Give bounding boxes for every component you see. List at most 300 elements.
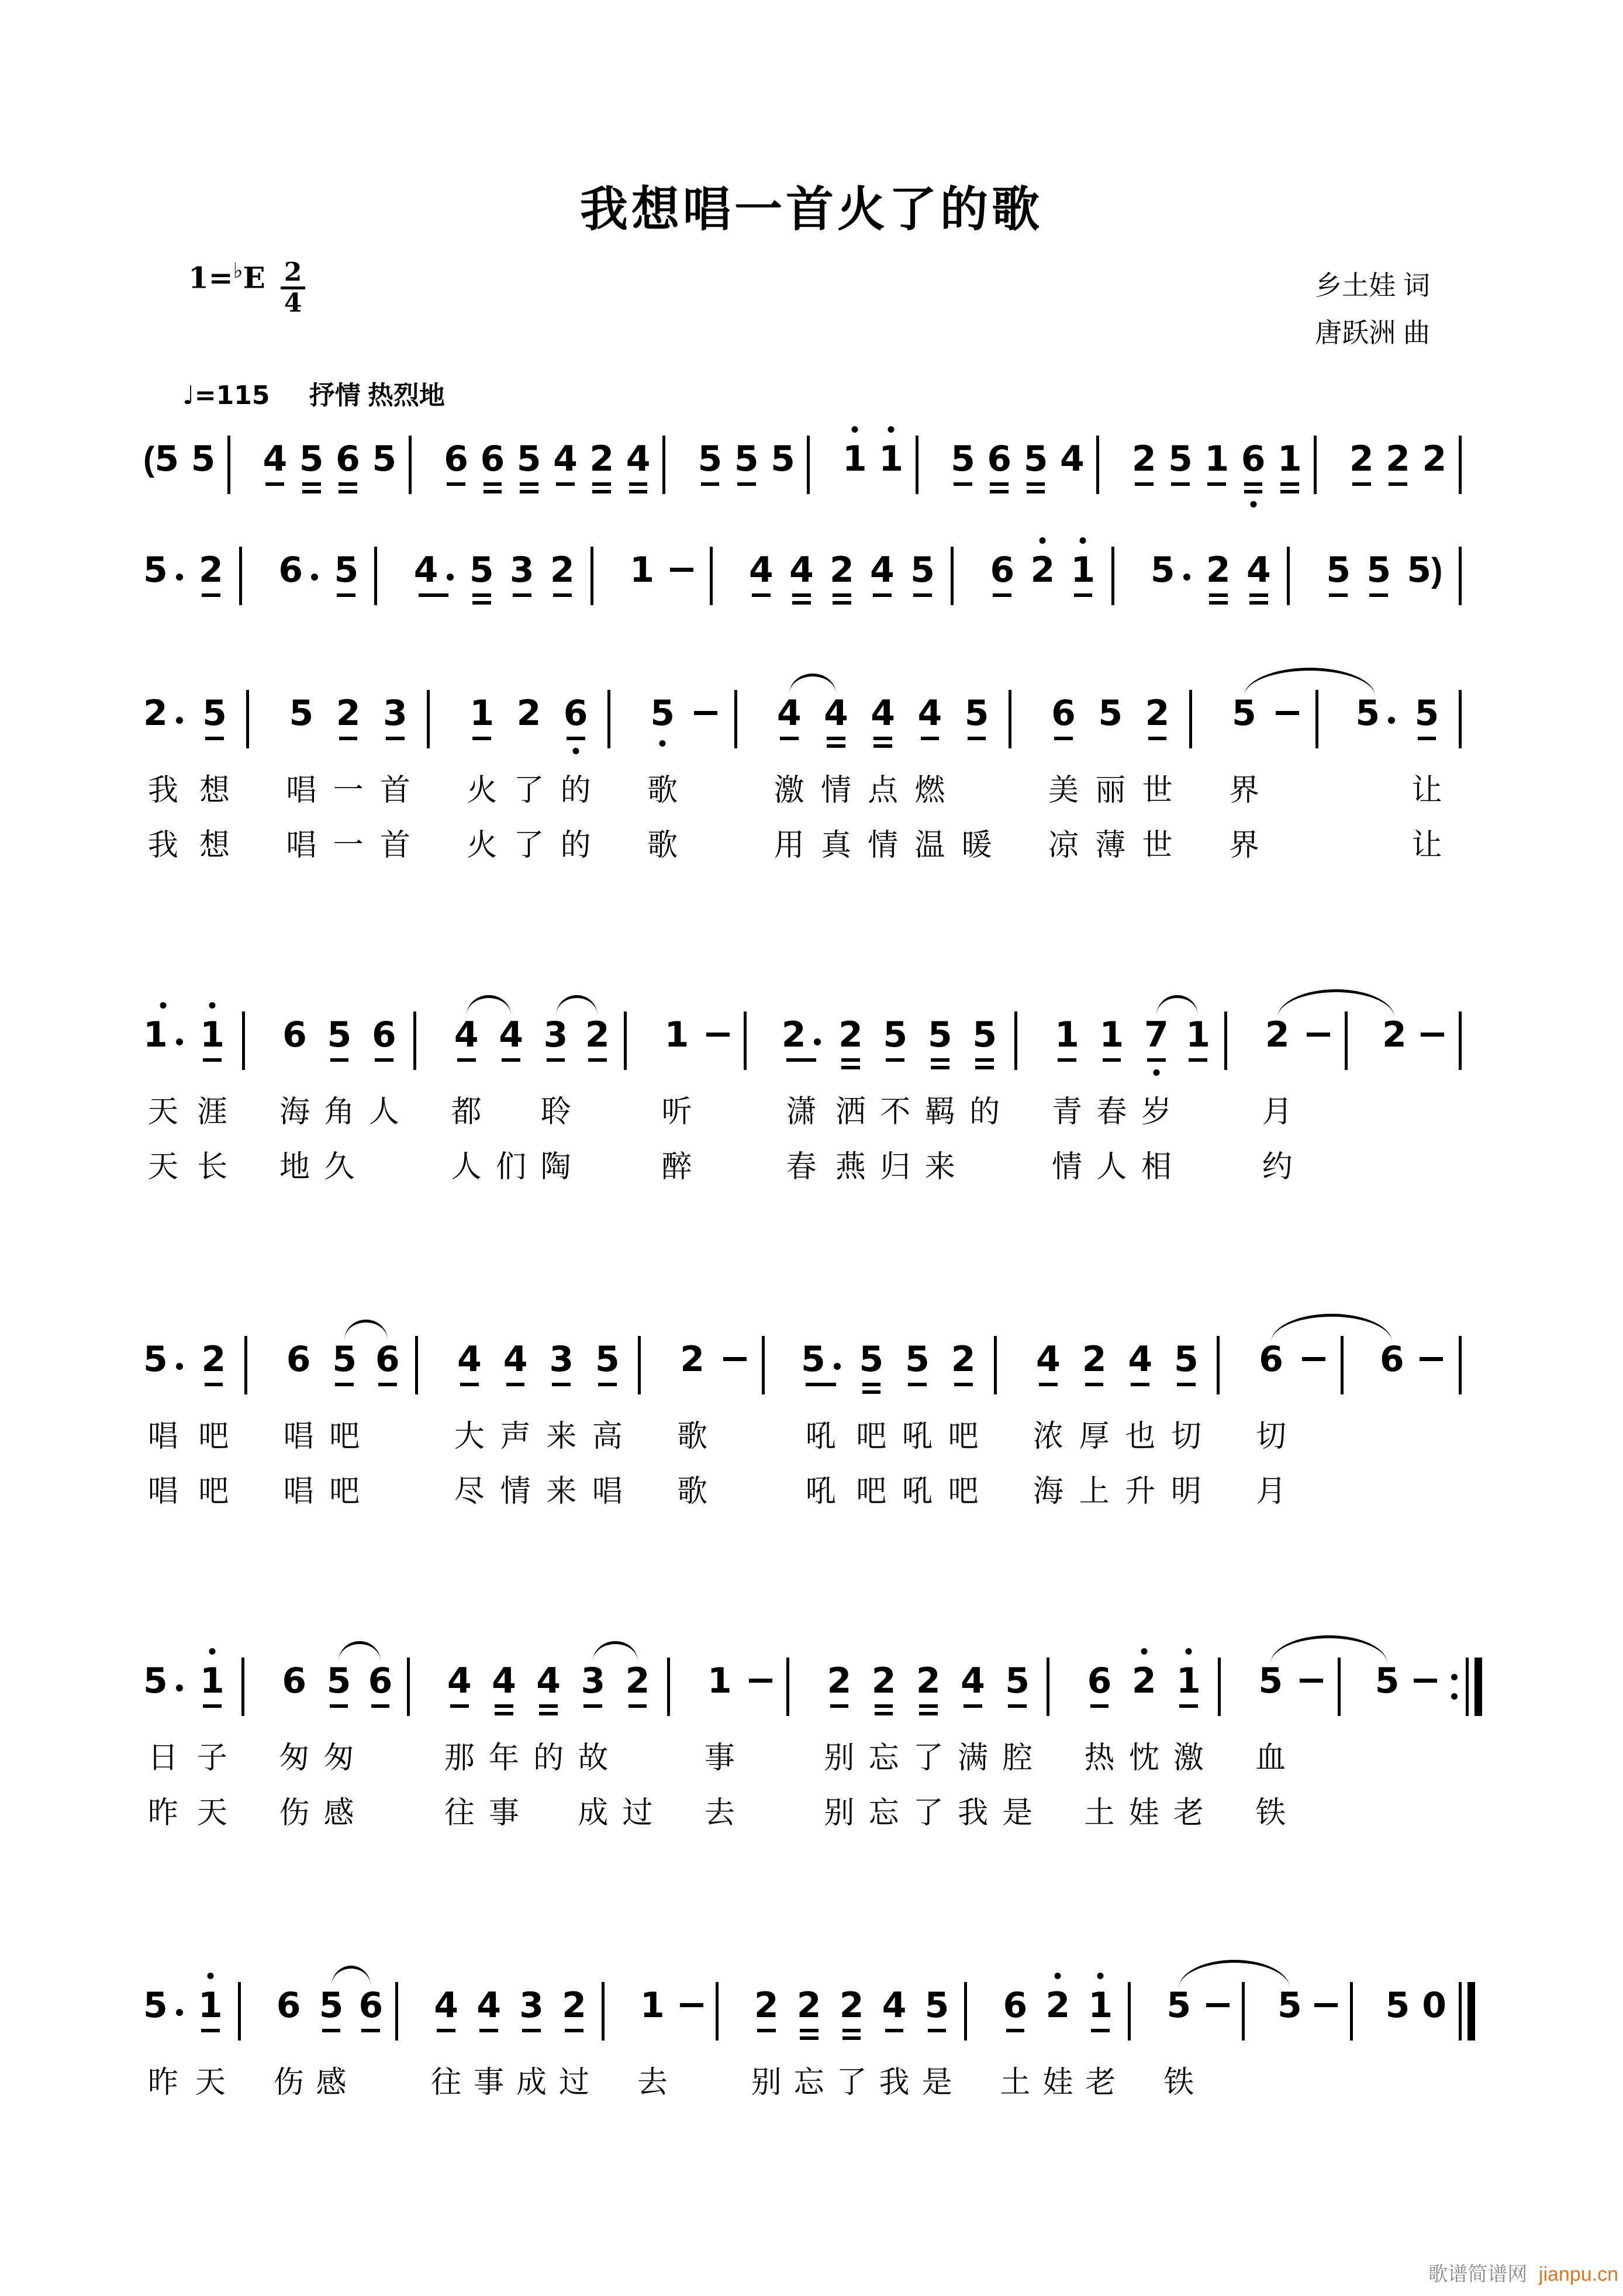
beam-underline [201,2029,220,2032]
lyric-syllable: 土 [1084,1796,1115,1830]
beam-underline [552,1383,571,1386]
note-token [431,1964,461,2110]
note-token [677,1318,707,1519]
note-glyph [1098,672,1123,763]
note-digit: 2 [1045,1985,1071,2026]
note-digit: 5 [143,1660,168,1701]
duration-dash [694,711,717,715]
note-glyph [143,1318,183,1409]
lyric-syllable: 听 [661,1095,692,1129]
lyric-syllable: 春 [1096,1095,1127,1129]
bar-glyph [244,1318,268,1409]
lyric-syllable: 感 [323,1796,354,1830]
lyric-syllable: 陶 [540,1150,571,1184]
note-glyph [1087,1640,1112,1731]
note-digit: 5 [1375,1660,1400,1701]
bar-glyph [1218,1640,1241,1731]
bar-token [591,529,614,620]
bar-token [607,672,631,873]
lyric-syllable: 事 [704,1741,735,1775]
lyric-syllable: 的 [560,828,591,862]
barline [239,547,242,605]
note-glyph [626,418,651,509]
final-glyph [1459,1964,1482,2055]
beam-underline [302,482,321,486]
duration-dash [1421,1033,1444,1037]
note-digit: 2 [1382,1014,1407,1055]
note-glyph [191,418,216,509]
note-digit: 1 [1099,1014,1124,1055]
beam-underline [875,1712,893,1715]
bar-glyph [1459,994,1482,1085]
dash-glyph [706,994,730,1085]
lyric-syllable: 点 [868,774,899,807]
note-token [1380,1318,1404,1519]
note-digit: 5 [734,439,759,479]
lyric-syllable: 醉 [661,1150,692,1184]
lyric-syllable: 让 [1411,774,1442,807]
dash-token [723,1318,747,1519]
expression-marking: 抒情 热烈地 [309,381,445,410]
barline [1096,436,1099,494]
beam-underline [975,1058,994,1062]
low-octave-dot [1153,1069,1159,1076]
lyric-syllable: 吧 [329,1420,360,1453]
barline [744,1011,747,1070]
lyric-syllable: 升 [1125,1475,1156,1508]
beam-underline [520,490,538,493]
note-glyph [282,994,307,1085]
beam-underline [1189,1058,1207,1062]
note-digit: 5 [1258,1660,1283,1701]
barline [607,690,610,748]
note-digit: 2 [1145,693,1170,734]
lyric-syllable: 真 [820,828,851,862]
note-token [1048,672,1079,873]
bar-token [427,672,450,873]
note-digit: 5 [1023,439,1048,479]
lyric-syllable: 来 [924,1150,955,1184]
lyric-syllable: 老 [1085,2066,1116,2100]
barline [407,1658,410,1716]
lyricist-credit: 乡土娃 词 [1315,270,1430,301]
note-glyph [990,529,1014,620]
beam-underline [520,482,538,486]
lyric-syllable: 丽 [1095,774,1126,807]
note-token [143,1318,183,1519]
note-digit: 4 [503,1339,528,1380]
lyric-syllable: 涯 [197,1095,228,1129]
note-digit: 5 [1355,693,1380,734]
note-digit: 1 [1204,439,1230,479]
note-digit: 4 [454,1014,479,1055]
note-digit: 6 [358,1985,384,2026]
beam-underline [827,737,845,740]
bar-glyph [762,1318,785,1409]
bar-glyph [602,1964,625,2055]
note-digit: 6 [375,1339,400,1380]
lyric-syllable: 去 [637,2066,668,2100]
beam-underline [1329,593,1348,597]
bar-glyph [916,418,939,509]
note-token [801,1318,841,1519]
lyric-syllable: 情 [1051,1150,1082,1184]
bar-token [744,994,767,1194]
bar-glyph [409,418,432,509]
note-glyph [434,1964,458,2055]
bar-token [1218,1640,1241,1841]
notation-system [143,1640,1482,1841]
lyric-syllable: 切 [1170,1420,1201,1453]
lyric-syllable: 是 [921,2066,952,2100]
note-glyph [510,529,534,620]
note-digit: 5 [289,693,314,734]
note-digit: 5 [1150,550,1175,591]
open-paren: ( [143,440,155,478]
note-digit: 2 [1265,1014,1290,1055]
note-token [856,1318,886,1519]
beam-underline [330,1058,349,1062]
barline [246,690,249,748]
note-glyph [372,418,396,509]
note-token [263,418,287,509]
beam-underline [629,490,648,493]
note-token [589,418,614,509]
lyric-syllable: 世 [1142,774,1173,807]
note-digit: 4 [553,439,578,479]
beam-underline [792,593,811,597]
bar-token [239,529,263,620]
beam-underline [921,737,940,740]
note-token [1033,1318,1063,1519]
beam-underline [1058,1058,1076,1062]
page-title: 我想唱一首火了的歌 [579,182,1043,236]
note-token [279,1640,309,1841]
lyric-syllable: 切 [1256,1420,1287,1453]
note-digit: 6 [1241,439,1266,479]
note-digit: 4 [1060,439,1085,479]
beam-underline [886,1058,904,1062]
lyric-syllable: 子 [196,1741,227,1775]
lyric-syllable: 吧 [856,1475,887,1508]
note-digit: 5 [143,550,168,591]
lyric-syllable: 暖 [961,828,992,862]
note-token [951,418,975,509]
beam-underline [1039,1383,1058,1386]
note-token [444,418,468,509]
beam-underline [1352,482,1371,486]
bar-token [1459,994,1482,1194]
lyric-syllable: 年 [488,1741,519,1775]
note-token [1085,1640,1115,1841]
beam-underline [598,1383,617,1386]
note-digit: 6 [480,439,505,479]
note-digit: 2 [1386,439,1410,479]
note-digit: 5 [964,693,989,734]
barline [1287,547,1290,605]
bar-token [1459,1318,1482,1519]
note-glyph [517,672,541,763]
dash-token [1300,1640,1323,1841]
note-token [837,1964,867,2110]
note-token [517,418,541,509]
note-digit: 2 [1030,550,1055,591]
note-token [647,672,678,873]
note-token [910,529,935,620]
note-token [1326,529,1351,620]
beam-underline [565,2029,583,2032]
note-digit: 5 [1277,1985,1302,2026]
beam-underline [833,601,851,605]
note-glyph [1277,418,1302,509]
beam-underline [506,1383,525,1386]
note-glyph [1422,1964,1446,2055]
beam-underline [875,1704,893,1708]
lyric-syllable: 高 [592,1420,623,1453]
barline [1218,1658,1221,1716]
barline [994,1336,997,1394]
note-glyph [299,418,324,509]
note-glyph [1071,529,1096,620]
note-glyph [1060,418,1085,509]
dash-glyph [749,1640,772,1731]
lyric-syllable: 我 [879,2066,910,2100]
high-octave-dot [888,426,895,433]
note-digit: 2 [839,1985,864,2026]
bar-glyph [374,529,398,620]
note-glyph [1100,994,1124,1085]
note-token [868,672,898,873]
note-token [1356,672,1396,873]
bar-token [227,418,251,509]
note-digit: 4 [263,439,288,479]
beam-underline [539,1704,558,1708]
barline [662,436,665,494]
note-glyph [336,418,360,509]
note-digit: 2 [680,1339,705,1380]
beam-underline [1209,601,1228,605]
beam-underline [1369,593,1388,597]
note-token [794,1964,824,2110]
beam-underline [800,2029,819,2032]
lyric-syllable: 吧 [198,1420,229,1453]
barline [624,1011,627,1070]
bar-token [407,1640,430,1841]
note-glyph [327,994,352,1085]
bar-glyph [413,994,437,1085]
note-token [329,1318,360,1519]
lyric-syllable: 昨 [147,2066,178,2100]
note-digit: 7 [1144,1014,1169,1055]
lyric-syllable: 唱 [283,1420,314,1453]
lyric-syllable: 了 [513,828,544,862]
note-glyph [925,1964,949,2055]
beam-underline [752,593,771,597]
note-token [369,994,399,1194]
beam-underline [757,2029,776,2032]
note-token [550,529,575,620]
note-token [451,994,482,1194]
lyric-syllable: 唱 [592,1475,623,1508]
note-digit: 4 [871,693,896,734]
bar-token [413,994,437,1194]
beam-underline [786,1058,817,1062]
note-digit: 6 [278,550,303,591]
note-token [1096,994,1127,1194]
beam-underline [841,1058,860,1062]
note-glyph [589,418,614,509]
note-digit: 5 [771,439,795,479]
note-token [1173,1640,1204,1841]
notation-system [143,1318,1482,1519]
notation-system [143,672,1482,873]
beam-underline [780,737,799,740]
note-glyph [1024,418,1048,509]
note-digit: 5 [332,1339,357,1380]
lyric-syllable: 我 [147,828,178,862]
note-digit: 5 [299,439,324,479]
lyric-syllable: 唱 [286,774,317,807]
note-digit: 3 [581,1660,606,1701]
note-glyph [469,529,494,620]
note-glyph [883,994,907,1085]
beam-underline [495,1712,513,1715]
final-barline [1459,1982,1482,2040]
note-glyph [1407,529,1442,620]
beam-underline [1006,2029,1025,2032]
lyric-syllable: 土 [1000,2066,1031,2100]
note-digit: 4 [882,1985,907,2026]
bar-glyph [1189,672,1213,763]
note-digit: 2 [1206,550,1231,591]
note-digit: 5 [1326,550,1351,591]
lyric-syllable: 腔 [1002,1741,1033,1775]
beam-underline [990,482,1009,486]
bar-glyph [415,1318,438,1409]
note-glyph [1349,418,1374,509]
note-digit: 5 [801,1339,826,1380]
note-glyph [1168,418,1193,509]
beam-underline [484,490,502,493]
beam-underline [968,737,986,740]
bar-token [1014,994,1038,1194]
beam-underline [1131,1383,1149,1386]
barline [1128,1982,1131,2040]
note-digit: 5 [516,439,541,479]
note-token [1171,1318,1201,1519]
note-token [902,1318,933,1519]
beam-underline [335,1383,354,1386]
bar-glyph [734,672,758,763]
high-octave-dot [160,1002,166,1009]
note-token [1142,672,1172,873]
lyric-syllable: 天 [147,1095,178,1129]
note-digit: 2 [1131,439,1156,479]
note-glyph [503,1318,528,1409]
augmentation-dot [176,717,183,724]
note-digit: 3 [509,550,534,591]
note-digit: 5 [927,1014,952,1055]
lyric-syllable: 想 [199,828,230,862]
augmentation-dot [1183,574,1190,581]
note-token [1375,1640,1400,1841]
bar-token [238,1964,261,2110]
note-digit: 6 [1259,1339,1283,1380]
duration-dash [749,1679,772,1683]
duration-dash [1300,1679,1323,1683]
bar-token [716,1964,739,2110]
note-token [195,1964,226,2110]
beam-underline [522,2029,541,2032]
bar-token [1459,418,1482,509]
bar-token [1047,1640,1070,1841]
note-token [500,1318,531,1519]
lyric-syllable: 我 [957,1796,988,1830]
note-digit: 2 [201,1339,226,1380]
note-glyph [1051,672,1076,763]
note-digit: 6 [1380,1339,1404,1380]
beam-underline [472,601,491,605]
note-token [782,994,821,1194]
bar-token [762,1318,785,1519]
note-digit: 5 [924,1985,949,2026]
note-glyph [830,529,854,620]
lyric-syllable: 匆 [323,1741,354,1775]
high-octave-dot [1097,1973,1104,1979]
note-glyph [200,1640,225,1731]
bar-glyph [242,994,265,1085]
lyric-syllable: 们 [496,1150,527,1184]
note-token [592,1318,623,1519]
note-digit: 1 [664,1014,689,1055]
note-digit: 6 [336,439,360,479]
note-token [880,994,910,1194]
note-glyph [698,418,723,509]
note-glyph [263,418,287,509]
note-glyph [951,418,975,509]
note-glyph [1174,1318,1199,1409]
bar-token [994,1318,1017,1519]
note-glyph [1366,529,1391,620]
note-token [1246,529,1271,620]
lyric-syllable: 天 [195,2066,226,2100]
note-digit: 6 [987,439,1012,479]
note-digit: 1 [1055,1014,1079,1055]
lyric-syllable: 了 [836,2066,867,2100]
note-digit: 5 [1414,693,1439,734]
bar-glyph [407,1640,430,1731]
note-digit: 5 [319,1985,344,2026]
beam-underline [792,601,811,605]
note-glyph [469,672,494,763]
note-glyph [961,1640,985,1731]
note-glyph [1082,1318,1107,1409]
lyric-syllable: 地 [279,1150,310,1184]
dash-token [706,994,730,1194]
note-digit: 2 [781,1014,806,1055]
note-digit: 1 [143,1014,168,1055]
note-token [1095,672,1125,873]
beam-underline [737,482,756,486]
note-token [1241,418,1266,509]
lyric-syllable: 界 [1228,828,1259,862]
low-octave-dot [572,748,579,754]
barline [1350,1982,1353,2040]
lyric-syllable: 铁 [1163,2066,1194,2100]
bar-glyph [807,418,830,509]
note-glyph [334,529,358,620]
barline [762,1336,765,1394]
